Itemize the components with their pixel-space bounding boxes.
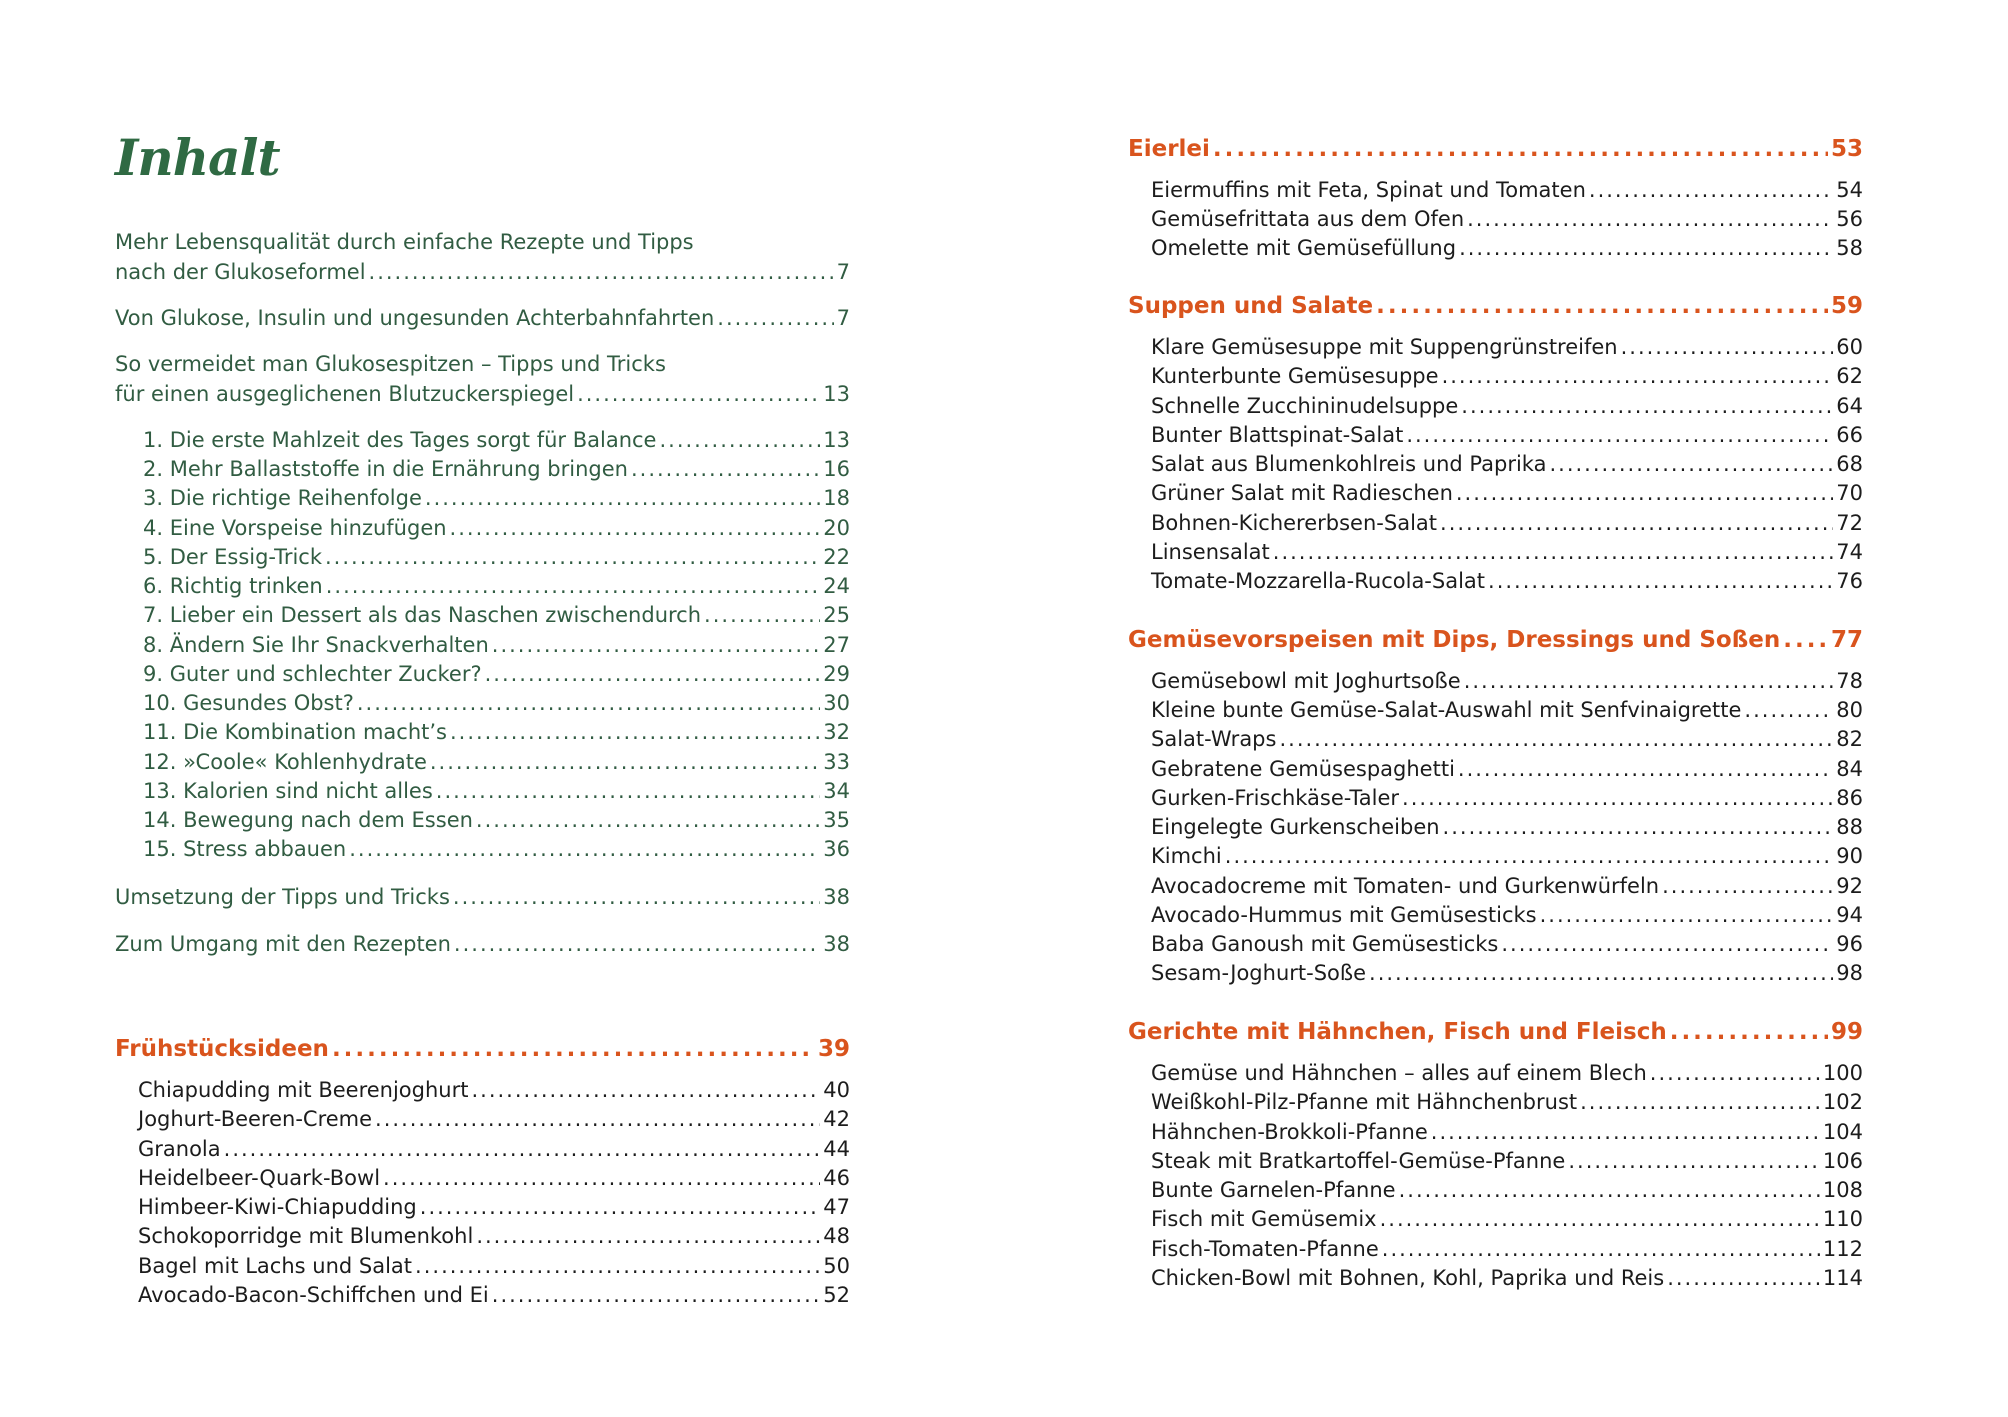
- recipe-page-number: 102: [1822, 1090, 1863, 1114]
- recipe-title: Linsensalat: [1151, 540, 1270, 564]
- dot-leader: [1442, 362, 1834, 391]
- entry-page-number: 13: [823, 428, 850, 452]
- recipe-page-number: 68: [1836, 452, 1863, 476]
- entry-title: 9. Guter und schlechter Zucker?: [143, 662, 482, 686]
- recipe-title: Sesam-Joghurt-Soße: [1151, 961, 1367, 985]
- recipe-title: Kimchi: [1151, 844, 1222, 868]
- entry-page-number: 25: [823, 603, 850, 627]
- dot-leader: [577, 380, 820, 409]
- chapter-page-number: 53: [1830, 136, 1863, 162]
- recipe-page-number: 54: [1836, 178, 1863, 202]
- recipe-page-number: 44: [823, 1137, 850, 1161]
- recipe-title: Klare Gemüsesuppe mit Suppengrünstreifen: [1151, 335, 1618, 359]
- recipe-page-number: 60: [1836, 335, 1863, 359]
- dot-leader: [1279, 725, 1833, 754]
- dot-leader: [476, 1222, 820, 1251]
- recipe-entry[interactable]: [1151, 667, 1863, 696]
- recipe-title: Kunterbunte Gemüsesuppe: [1151, 364, 1439, 388]
- dot-leader: [1213, 134, 1828, 164]
- recipe-entry[interactable]: [1151, 1088, 1863, 1117]
- recipe-title: Bohnen-Kichererbsen-Salat: [1151, 511, 1438, 535]
- dot-leader: [1783, 625, 1828, 655]
- dot-leader: [415, 1252, 820, 1281]
- recipe-entry[interactable]: [1151, 176, 1863, 205]
- recipe-page-number: 92: [1836, 874, 1863, 898]
- recipe-entry[interactable]: [1151, 872, 1863, 901]
- recipe-title: Fisch mit Gemüsemix: [1151, 1207, 1377, 1231]
- recipe-page-number: 96: [1836, 932, 1863, 956]
- intro-entry-3[interactable]: [115, 380, 850, 409]
- dot-leader: [425, 484, 820, 513]
- entry-page-number: 22: [823, 545, 850, 569]
- recipe-page-number: 56: [1836, 207, 1863, 231]
- recipe-page-number: 62: [1836, 364, 1863, 388]
- recipe-page-number: 64: [1836, 394, 1863, 418]
- recipe-title: Tomate-Mozzarella-Rucola-Salat: [1151, 569, 1486, 593]
- entry-title: 6. Richtig trinken: [143, 574, 323, 598]
- entry-page-number: 7: [836, 260, 850, 284]
- chapter-suppen-und-salate[interactable]: [1128, 291, 1863, 321]
- recipe-entry[interactable]: [138, 1252, 850, 1281]
- dot-leader: [1380, 1205, 1820, 1234]
- recipe-page-number: 46: [823, 1166, 850, 1190]
- chapter-title: Suppen und Salate: [1128, 293, 1374, 319]
- recipe-page-number: 74: [1836, 540, 1863, 564]
- dot-leader: [1464, 667, 1834, 696]
- entry-page-number: 24: [823, 574, 850, 598]
- dot-leader: [704, 601, 820, 630]
- recipe-entry[interactable]: [1151, 813, 1863, 842]
- recipe-page-number: 78: [1836, 669, 1863, 693]
- entry-title: 1. Die erste Mahlzeit des Tages sorgt für Balance: [143, 428, 657, 452]
- recipe-page-number: 66: [1836, 423, 1863, 447]
- recipe-page-number: 82: [1836, 727, 1863, 751]
- recipe-page-number: 108: [1822, 1178, 1863, 1202]
- recipe-entry[interactable]: [1151, 1118, 1863, 1147]
- entry-title: Umsetzung der Tipps und Tricks: [115, 885, 450, 909]
- intro-entry-2[interactable]: [115, 304, 850, 333]
- dot-leader: [450, 514, 821, 543]
- recipe-entry[interactable]: [138, 1135, 850, 1164]
- recipe-page-number: 50: [823, 1254, 850, 1278]
- recipe-title: Fisch-Tomaten-Pfanne: [1151, 1237, 1379, 1261]
- recipe-title: Chiapudding mit Beerenjoghurt: [138, 1078, 469, 1102]
- recipe-page-number: 52: [823, 1283, 850, 1307]
- chapter-title: Gemüsevorspeisen mit Dips, Dressings und Soßen: [1128, 627, 1781, 653]
- recipe-entry[interactable]: [138, 1164, 850, 1193]
- dot-leader: [454, 930, 820, 959]
- entry-page-number: 35: [823, 808, 850, 832]
- dot-leader: [1589, 176, 1833, 205]
- dot-leader: [1273, 538, 1834, 567]
- entry-title: Von Glukose, Insulin und ungesunden Achterbahnfahrten: [115, 306, 715, 330]
- entry-title: 14. Bewegung nach dem Essen: [143, 808, 473, 832]
- recipe-title: Baba Ganoush mit Gemüsesticks: [1151, 932, 1499, 956]
- tip-entry-15[interactable]: [143, 835, 850, 864]
- recipe-title: Salat aus Blumenkohlreis und Paprika: [1151, 452, 1547, 476]
- intro-entry-3-line1: So vermeidet man Glukosespitzen – Tipps und Tricks: [115, 352, 666, 376]
- tip-entry-9[interactable]: [143, 660, 850, 689]
- recipe-page-number: 42: [823, 1107, 850, 1131]
- chapter-gerichte[interactable]: [1128, 1017, 1863, 1047]
- tip-entry-3[interactable]: [143, 484, 850, 513]
- dot-leader: [420, 1193, 821, 1222]
- dot-leader: [1382, 1235, 1820, 1264]
- dot-leader: [1225, 842, 1834, 871]
- dot-leader: [1568, 1147, 1820, 1176]
- tip-entry-4[interactable]: [143, 514, 850, 543]
- closing-entry-1[interactable]: [115, 883, 850, 912]
- entry-page-number: 33: [823, 750, 850, 774]
- dot-leader: [485, 660, 821, 689]
- entry-page-number: 27: [823, 633, 850, 657]
- recipe-page-number: 110: [1822, 1207, 1863, 1231]
- chapter-title: Eierlei: [1128, 136, 1210, 162]
- recipe-title: Heidelbeer-Quark-Bowl: [138, 1166, 381, 1190]
- tip-entry-11[interactable]: [143, 718, 850, 747]
- chapter-page-number: 59: [1830, 293, 1863, 319]
- recipe-page-number: 112: [1822, 1237, 1863, 1261]
- recipe-entry[interactable]: [1151, 509, 1863, 538]
- recipe-title: Salat-Wraps: [1151, 727, 1277, 751]
- chapter-title: Frühstücksideen: [115, 1036, 329, 1062]
- recipe-entry[interactable]: [1151, 205, 1863, 234]
- recipe-page-number: 114: [1822, 1266, 1863, 1290]
- recipe-title: Avocadocreme mit Tomaten- und Gurkenwürfeln: [1151, 874, 1660, 898]
- recipe-title: Gebratene Gemüsespaghetti: [1151, 757, 1455, 781]
- tip-entry-6[interactable]: [143, 572, 850, 601]
- entry-page-number: 20: [823, 516, 850, 540]
- recipe-entry[interactable]: [1151, 450, 1863, 479]
- recipe-page-number: 86: [1836, 786, 1863, 810]
- dot-leader: [717, 304, 833, 333]
- recipe-page-number: 104: [1822, 1120, 1863, 1144]
- chapter-fruehstuecksideen[interactable]: [115, 1034, 850, 1064]
- recipe-title: Schokoporridge mit Blumenkohl: [138, 1224, 474, 1248]
- tip-entry-10[interactable]: [143, 689, 850, 718]
- recipe-entry[interactable]: [1151, 755, 1863, 784]
- dot-leader: [659, 426, 820, 455]
- entry-title: für einen ausgeglichenen Blutzuckerspiegel: [115, 382, 575, 406]
- dot-leader: [476, 806, 820, 835]
- dot-leader: [326, 572, 821, 601]
- recipe-title: Grüner Salat mit Radieschen: [1151, 481, 1453, 505]
- dot-leader: [224, 1135, 821, 1164]
- entry-title: 11. Die Kombination macht’s: [143, 720, 447, 744]
- entry-title: 7. Lieber ein Dessert als das Naschen zwischendurch: [143, 603, 702, 627]
- recipe-title: Avocado-Hummus mit Gemüsesticks: [1151, 903, 1537, 927]
- tip-entry-2[interactable]: [143, 455, 850, 484]
- dot-leader: [1376, 291, 1828, 321]
- dot-leader: [325, 543, 820, 572]
- entry-page-number: 34: [823, 779, 850, 803]
- entry-title: nach der Glukoseformel: [115, 260, 366, 284]
- recipe-page-number: 40: [823, 1078, 850, 1102]
- recipe-title: Weißkohl-Pilz-Pfanne mit Hähnchenbrust: [1151, 1090, 1578, 1114]
- recipe-page-number: 48: [823, 1224, 850, 1248]
- recipe-page-number: 58: [1836, 236, 1863, 260]
- dot-leader: [1458, 755, 1833, 784]
- dot-leader: [492, 631, 821, 660]
- dot-leader: [1670, 1017, 1828, 1047]
- recipe-entry[interactable]: [1151, 392, 1863, 421]
- dot-leader: [1467, 205, 1833, 234]
- recipe-entry[interactable]: [138, 1105, 850, 1134]
- dot-leader: [375, 1105, 820, 1134]
- entry-page-number: 7: [836, 306, 850, 330]
- dot-leader: [631, 455, 820, 484]
- recipe-entry[interactable]: [1151, 234, 1863, 263]
- recipe-entry[interactable]: [1151, 784, 1863, 813]
- entry-page-number: 16: [823, 457, 850, 481]
- recipe-entry[interactable]: [1151, 421, 1863, 450]
- tip-entry-13[interactable]: [143, 777, 850, 806]
- recipe-title: Gemüsebowl mit Joghurtsoße: [1151, 669, 1461, 693]
- recipe-entry[interactable]: [1151, 1205, 1863, 1234]
- entry-title: 10. Gesundes Obst?: [143, 691, 354, 715]
- recipe-title: Bunter Blattspinat-Salat: [1151, 423, 1404, 447]
- entry-title: 5. Der Essig-Trick: [143, 545, 322, 569]
- dot-leader: [1402, 784, 1833, 813]
- recipe-title: Gurken-Frischkäse-Taler: [1151, 786, 1400, 810]
- recipe-entry[interactable]: [138, 1281, 850, 1310]
- entry-title: 12. »Coole« Kohlenhydrate: [143, 750, 427, 774]
- entry-page-number: 32: [823, 720, 850, 744]
- chapter-page-number: 99: [1830, 1019, 1863, 1045]
- entry-page-number: 29: [823, 662, 850, 686]
- entry-title: 13. Kalorien sind nicht alles: [143, 779, 433, 803]
- dot-leader: [1667, 1264, 1820, 1293]
- recipe-entry[interactable]: [1151, 567, 1863, 596]
- dot-leader: [349, 835, 820, 864]
- recipe-page-number: 106: [1822, 1149, 1863, 1173]
- recipe-page-number: 88: [1836, 815, 1863, 839]
- recipe-page-number: 94: [1836, 903, 1863, 927]
- chapter-page-number: 39: [817, 1036, 850, 1062]
- recipe-title: Himbeer-Kiwi-Chiapudding: [138, 1195, 417, 1219]
- chapter-title: Gerichte mit Hähnchen, Fisch und Fleisch: [1128, 1019, 1667, 1045]
- dot-leader: [1621, 333, 1834, 362]
- recipe-page-number: 98: [1836, 961, 1863, 985]
- recipe-entry[interactable]: [1151, 1235, 1863, 1264]
- recipe-entry[interactable]: [1151, 1147, 1863, 1176]
- entry-title: 3. Die richtige Reihenfolge: [143, 486, 422, 510]
- recipe-entry[interactable]: [1151, 538, 1863, 567]
- dot-leader: [1501, 930, 1833, 959]
- recipe-title: Chicken-Bowl mit Bohnen, Kohl, Paprika und Reis: [1151, 1266, 1665, 1290]
- dot-leader: [357, 689, 820, 718]
- entry-title: Zum Umgang mit den Rezepten: [115, 932, 451, 956]
- dot-leader: [436, 777, 820, 806]
- recipe-entry[interactable]: [1151, 930, 1863, 959]
- recipe-entry[interactable]: [138, 1076, 850, 1105]
- dot-leader: [1650, 1059, 1820, 1088]
- entry-title: 2. Mehr Ballaststoffe in die Ernährung bringen: [143, 457, 628, 481]
- recipe-title: Bunte Garnelen-Pfanne: [1151, 1178, 1396, 1202]
- dot-leader: [1461, 392, 1833, 421]
- dot-leader: [453, 883, 820, 912]
- dot-leader: [1580, 1088, 1820, 1117]
- entry-page-number: 38: [823, 932, 850, 956]
- recipe-page-number: 47: [823, 1195, 850, 1219]
- chapter-gemuesevorspeisen[interactable]: [1128, 625, 1863, 655]
- recipe-title: Steak mit Bratkartoffel-Gemüse-Pfanne: [1151, 1149, 1566, 1173]
- recipe-entry[interactable]: [1151, 696, 1863, 725]
- dot-leader: [1488, 567, 1833, 596]
- dot-leader: [1431, 1118, 1820, 1147]
- tip-entry-14[interactable]: [143, 806, 850, 835]
- dot-leader: [369, 258, 834, 287]
- dot-leader: [383, 1164, 820, 1193]
- recipe-entry[interactable]: [1151, 1059, 1863, 1088]
- recipe-entry[interactable]: [1151, 1264, 1863, 1293]
- recipe-entry[interactable]: [1151, 959, 1863, 988]
- dot-leader: [1456, 479, 1833, 508]
- recipe-title: Gemüse und Hähnchen – alles auf einem Blech: [1151, 1061, 1647, 1085]
- recipe-page-number: 72: [1836, 511, 1863, 535]
- entry-page-number: 38: [823, 885, 850, 909]
- intro-entry-1[interactable]: [115, 258, 850, 287]
- tip-entry-1[interactable]: [143, 426, 850, 455]
- recipe-page-number: 100: [1822, 1061, 1863, 1085]
- recipe-title: Joghurt-Beeren-Creme: [138, 1107, 373, 1131]
- intro-entry-1-line1: Mehr Lebensqualität durch einfache Rezepte und Tipps: [115, 230, 694, 254]
- recipe-entry[interactable]: [1151, 1176, 1863, 1205]
- recipe-entry[interactable]: [1151, 333, 1863, 362]
- recipe-title: Avocado-Bacon-Schiffchen und Ei: [138, 1283, 489, 1307]
- dot-leader: [1440, 509, 1833, 538]
- dot-leader: [1662, 872, 1833, 901]
- recipe-page-number: 90: [1836, 844, 1863, 868]
- recipe-entry[interactable]: [1151, 479, 1863, 508]
- recipe-page-number: 76: [1836, 569, 1863, 593]
- entry-page-number: 18: [823, 486, 850, 510]
- recipe-title: Eingelegte Gurkenscheiben: [1151, 815, 1440, 839]
- dot-leader: [492, 1281, 821, 1310]
- dot-leader: [1540, 901, 1834, 930]
- dot-leader: [450, 718, 820, 747]
- recipe-entry[interactable]: [138, 1193, 850, 1222]
- recipe-title: Granola: [138, 1137, 221, 1161]
- entry-page-number: 13: [823, 382, 850, 406]
- dot-leader: [1406, 421, 1833, 450]
- recipe-title: Gemüsefrittata aus dem Ofen: [1151, 207, 1465, 231]
- recipe-page-number: 84: [1836, 757, 1863, 781]
- tip-entry-8[interactable]: [143, 631, 850, 660]
- dot-leader: [1443, 813, 1834, 842]
- dot-leader: [1549, 450, 1833, 479]
- recipe-title: Hähnchen-Brokkoli-Pfanne: [1151, 1120, 1428, 1144]
- tip-entry-7[interactable]: [143, 601, 850, 630]
- chapter-page-number: 77: [1830, 627, 1863, 653]
- recipe-entry[interactable]: [138, 1222, 850, 1251]
- entry-title: 8. Ändern Sie Ihr Snackverhalten: [143, 633, 489, 657]
- recipe-page-number: 80: [1836, 698, 1863, 722]
- entry-page-number: 30: [823, 691, 850, 715]
- recipe-title: Kleine bunte Gemüse-Salat-Auswahl mit Senfvinaigrette: [1151, 698, 1742, 722]
- dot-leader: [332, 1034, 815, 1064]
- recipe-title: Schnelle Zucchininudelsuppe: [1151, 394, 1459, 418]
- toc-heading: Inhalt: [115, 128, 280, 187]
- dot-leader: [1744, 696, 1833, 725]
- recipe-entry[interactable]: [1151, 842, 1863, 871]
- entry-title: 15. Stress abbauen: [143, 837, 347, 861]
- dot-leader: [1399, 1176, 1820, 1205]
- dot-leader: [430, 748, 820, 777]
- recipe-entry[interactable]: [1151, 901, 1863, 930]
- tip-entry-12[interactable]: [143, 748, 850, 777]
- recipe-title: Omelette mit Gemüsefüllung: [1151, 236, 1457, 260]
- closing-entry-2[interactable]: [115, 930, 850, 959]
- recipe-title: Eiermuffins mit Feta, Spinat und Tomaten: [1151, 178, 1586, 202]
- dot-leader: [1459, 234, 1833, 263]
- recipe-page-number: 70: [1836, 481, 1863, 505]
- entry-title: 4. Eine Vorspeise hinzufügen: [143, 516, 447, 540]
- tip-entry-5[interactable]: [143, 543, 850, 572]
- recipe-title: Bagel mit Lachs und Salat: [138, 1254, 413, 1278]
- recipe-entry[interactable]: [1151, 362, 1863, 391]
- chapter-eierlei[interactable]: [1128, 134, 1863, 164]
- recipe-entry[interactable]: [1151, 725, 1863, 754]
- dot-leader: [471, 1076, 820, 1105]
- entry-page-number: 36: [823, 837, 850, 861]
- dot-leader: [1369, 959, 1833, 988]
